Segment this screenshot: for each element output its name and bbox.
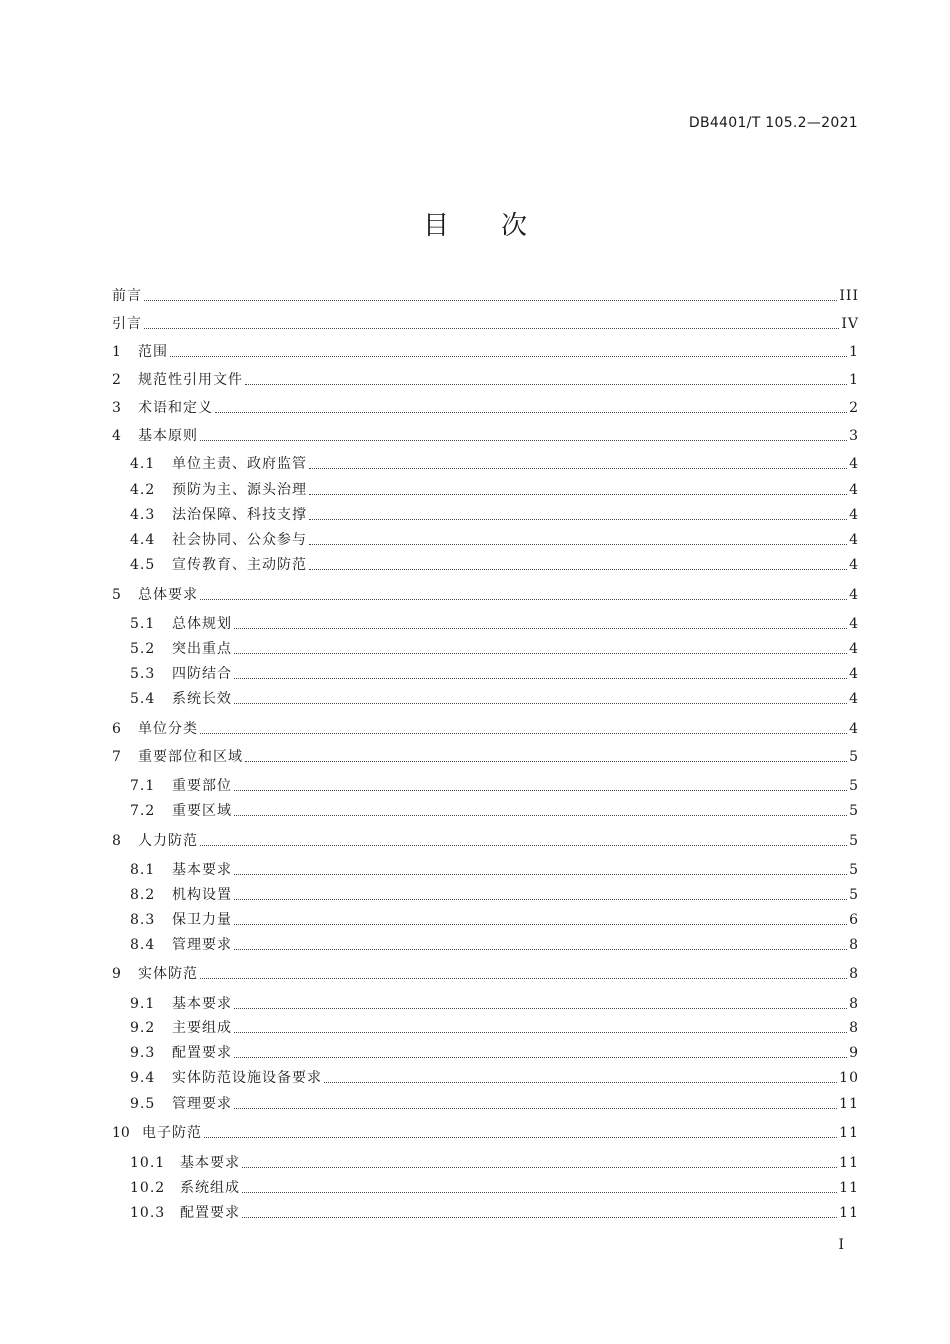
toc-entry-page: 8 — [849, 937, 859, 953]
toc-entry-number: 9.3 — [130, 1045, 156, 1061]
toc-entry-number: 8.3 — [130, 912, 156, 928]
toc-entry-number: 10.2 — [130, 1180, 166, 1196]
toc-entry[interactable] — [130, 910, 859, 930]
toc-dot-leader — [234, 1031, 847, 1033]
toc-dot-leader — [234, 652, 847, 654]
toc-entry[interactable] — [130, 639, 859, 659]
toc-dot-leader — [215, 411, 847, 413]
toc-dot-leader — [245, 760, 847, 762]
toc-entry-page: 11 — [839, 1155, 859, 1171]
toc-dot-leader — [200, 732, 847, 734]
toc-dot-leader — [309, 518, 847, 520]
toc-entry-page: 8 — [849, 966, 859, 982]
toc-entry-title: 重要区域 — [172, 803, 232, 819]
toc-entry-page: 5 — [849, 887, 859, 903]
toc-entry-title: 宣传教育、主动防范 — [172, 557, 307, 573]
toc-entry-title: 基本要求 — [180, 1155, 240, 1171]
toc-entry-page: 3 — [849, 428, 859, 444]
toc-entry-title: 实体防范设施设备要求 — [172, 1070, 322, 1086]
toc-entry-page: 4 — [849, 691, 859, 707]
toc-dot-leader — [234, 1007, 847, 1009]
toc-entry-page: 10 — [839, 1070, 859, 1086]
toc-entry-page: 5 — [849, 803, 859, 819]
toc-dot-leader — [170, 355, 847, 357]
toc-entry[interactable] — [130, 480, 859, 500]
toc-entry-number: 4.4 — [130, 532, 156, 548]
toc-entry[interactable] — [130, 505, 859, 525]
toc-entry-title: 管理要求 — [172, 1096, 232, 1112]
toc-entry[interactable] — [112, 370, 859, 390]
toc-entry-number: 2 — [112, 372, 121, 388]
toc-entry-title: 人力防范 — [138, 833, 198, 849]
toc-entry-page: 5 — [849, 862, 859, 878]
toc-entry[interactable] — [112, 585, 859, 605]
toc-entry[interactable] — [130, 1068, 859, 1088]
toc-entry-page: 2 — [849, 400, 859, 416]
page-number: I — [838, 1237, 844, 1253]
toc-entry-number: 4.2 — [130, 482, 156, 498]
toc-dot-leader — [234, 677, 847, 679]
toc-entry[interactable] — [112, 831, 859, 851]
toc-entry[interactable] — [112, 964, 859, 984]
toc-entry-title: 四防结合 — [172, 666, 232, 682]
toc-entry-number: 7.2 — [130, 803, 156, 819]
toc-entry-title: 电子防范 — [142, 1125, 202, 1141]
toc-entry-page: 6 — [849, 912, 859, 928]
toc-entry-page: 11 — [839, 1096, 859, 1112]
toc-entry-title: 主要组成 — [172, 1020, 232, 1036]
toc-dot-leader — [200, 844, 847, 846]
toc-dot-leader — [309, 493, 847, 495]
toc-entry-number: 3 — [112, 400, 121, 416]
toc-dot-leader — [234, 814, 847, 816]
toc-entry-number: 8.1 — [130, 862, 156, 878]
toc-dot-leader — [242, 1166, 837, 1168]
toc-dot-leader — [234, 1056, 847, 1058]
toc-dot-leader — [309, 568, 847, 570]
toc-dot-leader — [234, 873, 847, 875]
toc-dot-leader — [234, 923, 847, 925]
toc-entry-title: 实体防范 — [138, 966, 198, 982]
toc-dot-leader — [242, 1191, 837, 1193]
toc-entry-title: 保卫力量 — [172, 912, 232, 928]
toc-entry-page: 8 — [849, 1020, 859, 1036]
toc-entry-number: 5.1 — [130, 616, 156, 632]
toc-entry-page: 4 — [849, 507, 859, 523]
toc-entry-number: 5.3 — [130, 666, 156, 682]
toc-dot-leader — [234, 789, 847, 791]
toc-entry-title: 法治保障、科技支撑 — [172, 507, 307, 523]
toc-entry[interactable] — [112, 747, 859, 767]
toc-entry-page: 1 — [849, 372, 859, 388]
toc-entry[interactable] — [130, 776, 859, 796]
toc-entry-page: IV — [841, 316, 859, 332]
toc-entry-title: 基本原则 — [138, 428, 198, 444]
toc-entry-page: 4 — [849, 482, 859, 498]
toc-entry[interactable] — [130, 801, 859, 821]
toc-entry-number: 4 — [112, 428, 121, 444]
toc-entry-number: 9.5 — [130, 1096, 156, 1112]
toc-entry[interactable] — [130, 1203, 859, 1223]
toc-entry-page: 5 — [849, 833, 859, 849]
toc-title: 目 次 — [422, 211, 527, 241]
toc-entry-title: 系统长效 — [172, 691, 232, 707]
toc-entry-title: 单位主责、政府监管 — [172, 456, 307, 472]
toc-entry-number: 6 — [112, 721, 121, 737]
toc-entry-page: 4 — [849, 557, 859, 573]
toc-entry-number: 10 — [112, 1125, 130, 1141]
toc-entry-title: 系统组成 — [180, 1180, 240, 1196]
toc-dot-leader — [245, 383, 847, 385]
toc-entry-title: 总体规划 — [172, 616, 232, 632]
toc-entry-title: 预防为主、源头治理 — [172, 482, 307, 498]
toc-entry-title: 突出重点 — [172, 641, 232, 657]
toc-entry-number: 9.2 — [130, 1020, 156, 1036]
toc-dot-leader — [200, 439, 847, 441]
toc-entry[interactable] — [130, 555, 859, 575]
toc-entry[interactable] — [130, 1094, 859, 1114]
toc-entry-title: 基本要求 — [172, 862, 232, 878]
toc-entry-number: 8.2 — [130, 887, 156, 903]
toc-entry[interactable] — [112, 426, 859, 446]
toc-dot-leader — [144, 299, 837, 301]
toc-entry-title: 引言 — [112, 316, 142, 332]
toc-dot-leader — [234, 948, 847, 950]
toc-dot-leader — [144, 327, 839, 329]
toc-entry-title: 配置要求 — [180, 1205, 240, 1221]
toc-dot-leader — [234, 1107, 837, 1109]
toc-dot-leader — [204, 1136, 837, 1138]
toc-entry-number: 7 — [112, 749, 121, 765]
toc-entry[interactable] — [112, 1123, 859, 1143]
toc-entry-title: 术语和定义 — [138, 400, 213, 416]
toc-dot-leader — [234, 702, 847, 704]
toc-entry-title: 基本要求 — [172, 996, 232, 1012]
toc-entry-page: 11 — [839, 1125, 859, 1141]
toc-entry-number: 8.4 — [130, 937, 156, 953]
toc-entry-page: 4 — [849, 616, 859, 632]
toc-entry-number: 1 — [112, 344, 121, 360]
toc-entry[interactable] — [130, 614, 859, 634]
toc-entry-number: 9.4 — [130, 1070, 156, 1086]
toc-entry[interactable] — [130, 454, 859, 474]
toc-dot-leader — [200, 598, 847, 600]
toc-entry-title: 单位分类 — [138, 721, 198, 737]
toc-entry-number: 5.2 — [130, 641, 156, 657]
toc-entry-page: 11 — [839, 1205, 859, 1221]
toc-entry-page: 4 — [849, 666, 859, 682]
toc-dot-leader — [234, 898, 847, 900]
toc-entry-number: 8 — [112, 833, 121, 849]
toc-entry[interactable] — [130, 885, 859, 905]
toc-entry-page: 4 — [849, 587, 859, 603]
toc-dot-leader — [200, 977, 847, 979]
toc-entry[interactable] — [130, 1178, 859, 1198]
toc-entry[interactable] — [130, 994, 859, 1014]
toc-entry-page: 4 — [849, 721, 859, 737]
toc-entry-title: 重要部位和区域 — [138, 749, 243, 765]
toc-entry-page: 5 — [849, 778, 859, 794]
toc-entry[interactable] — [130, 1018, 859, 1038]
toc-entry-page: 4 — [849, 456, 859, 472]
toc-entry-number: 10.1 — [130, 1155, 166, 1171]
toc-entry-page: 8 — [849, 996, 859, 1012]
toc-entry[interactable] — [112, 342, 859, 362]
toc-dot-leader — [309, 543, 847, 545]
toc-entry-title: 机构设置 — [172, 887, 232, 903]
toc-entry-number: 4.5 — [130, 557, 156, 573]
toc-entry-title: 总体要求 — [138, 587, 198, 603]
toc-entry[interactable] — [130, 935, 859, 955]
toc-entry-number: 9.1 — [130, 996, 156, 1012]
toc-entry[interactable] — [130, 664, 859, 684]
toc-entry[interactable] — [130, 530, 859, 550]
toc-entry-number: 9 — [112, 966, 121, 982]
toc-entry[interactable] — [130, 1153, 859, 1173]
toc-entry-page: 4 — [849, 641, 859, 657]
toc-entry-title: 社会协同、公众参与 — [172, 532, 307, 548]
toc-entry[interactable] — [112, 398, 859, 418]
toc-entry-title: 范围 — [138, 344, 168, 360]
toc-entry-number: 4.3 — [130, 507, 156, 523]
toc-entry-page: 9 — [849, 1045, 859, 1061]
toc-entry-title: 管理要求 — [172, 937, 232, 953]
toc-entry-title: 规范性引用文件 — [138, 372, 243, 388]
toc-entry-title: 重要部位 — [172, 778, 232, 794]
toc-entry-number: 7.1 — [130, 778, 156, 794]
toc-dot-leader — [309, 467, 847, 469]
toc-entry[interactable] — [112, 286, 859, 306]
toc-entry-number: 4.1 — [130, 456, 156, 472]
toc-entry-title: 配置要求 — [172, 1045, 232, 1061]
toc-entry-page: 11 — [839, 1180, 859, 1196]
toc-dot-leader — [234, 627, 847, 629]
toc-entry-page: 4 — [849, 532, 859, 548]
toc-entry[interactable] — [112, 314, 859, 334]
toc-entry[interactable] — [130, 689, 859, 709]
toc-entry[interactable] — [130, 1043, 859, 1063]
toc-dot-leader — [242, 1216, 837, 1218]
toc-entry-page: III — [839, 288, 859, 304]
toc-entry-number: 5 — [112, 587, 121, 603]
toc-entry-page: 1 — [849, 344, 859, 360]
toc-entry-title: 前言 — [112, 288, 142, 304]
toc-entry-number: 5.4 — [130, 691, 156, 707]
toc-entry[interactable] — [130, 860, 859, 880]
toc-entry-page: 5 — [849, 749, 859, 765]
toc-entry[interactable] — [112, 719, 859, 739]
document-code: DB4401/T 105.2—2021 — [688, 115, 858, 131]
toc-dot-leader — [324, 1081, 837, 1083]
toc-entry-number: 10.3 — [130, 1205, 166, 1221]
